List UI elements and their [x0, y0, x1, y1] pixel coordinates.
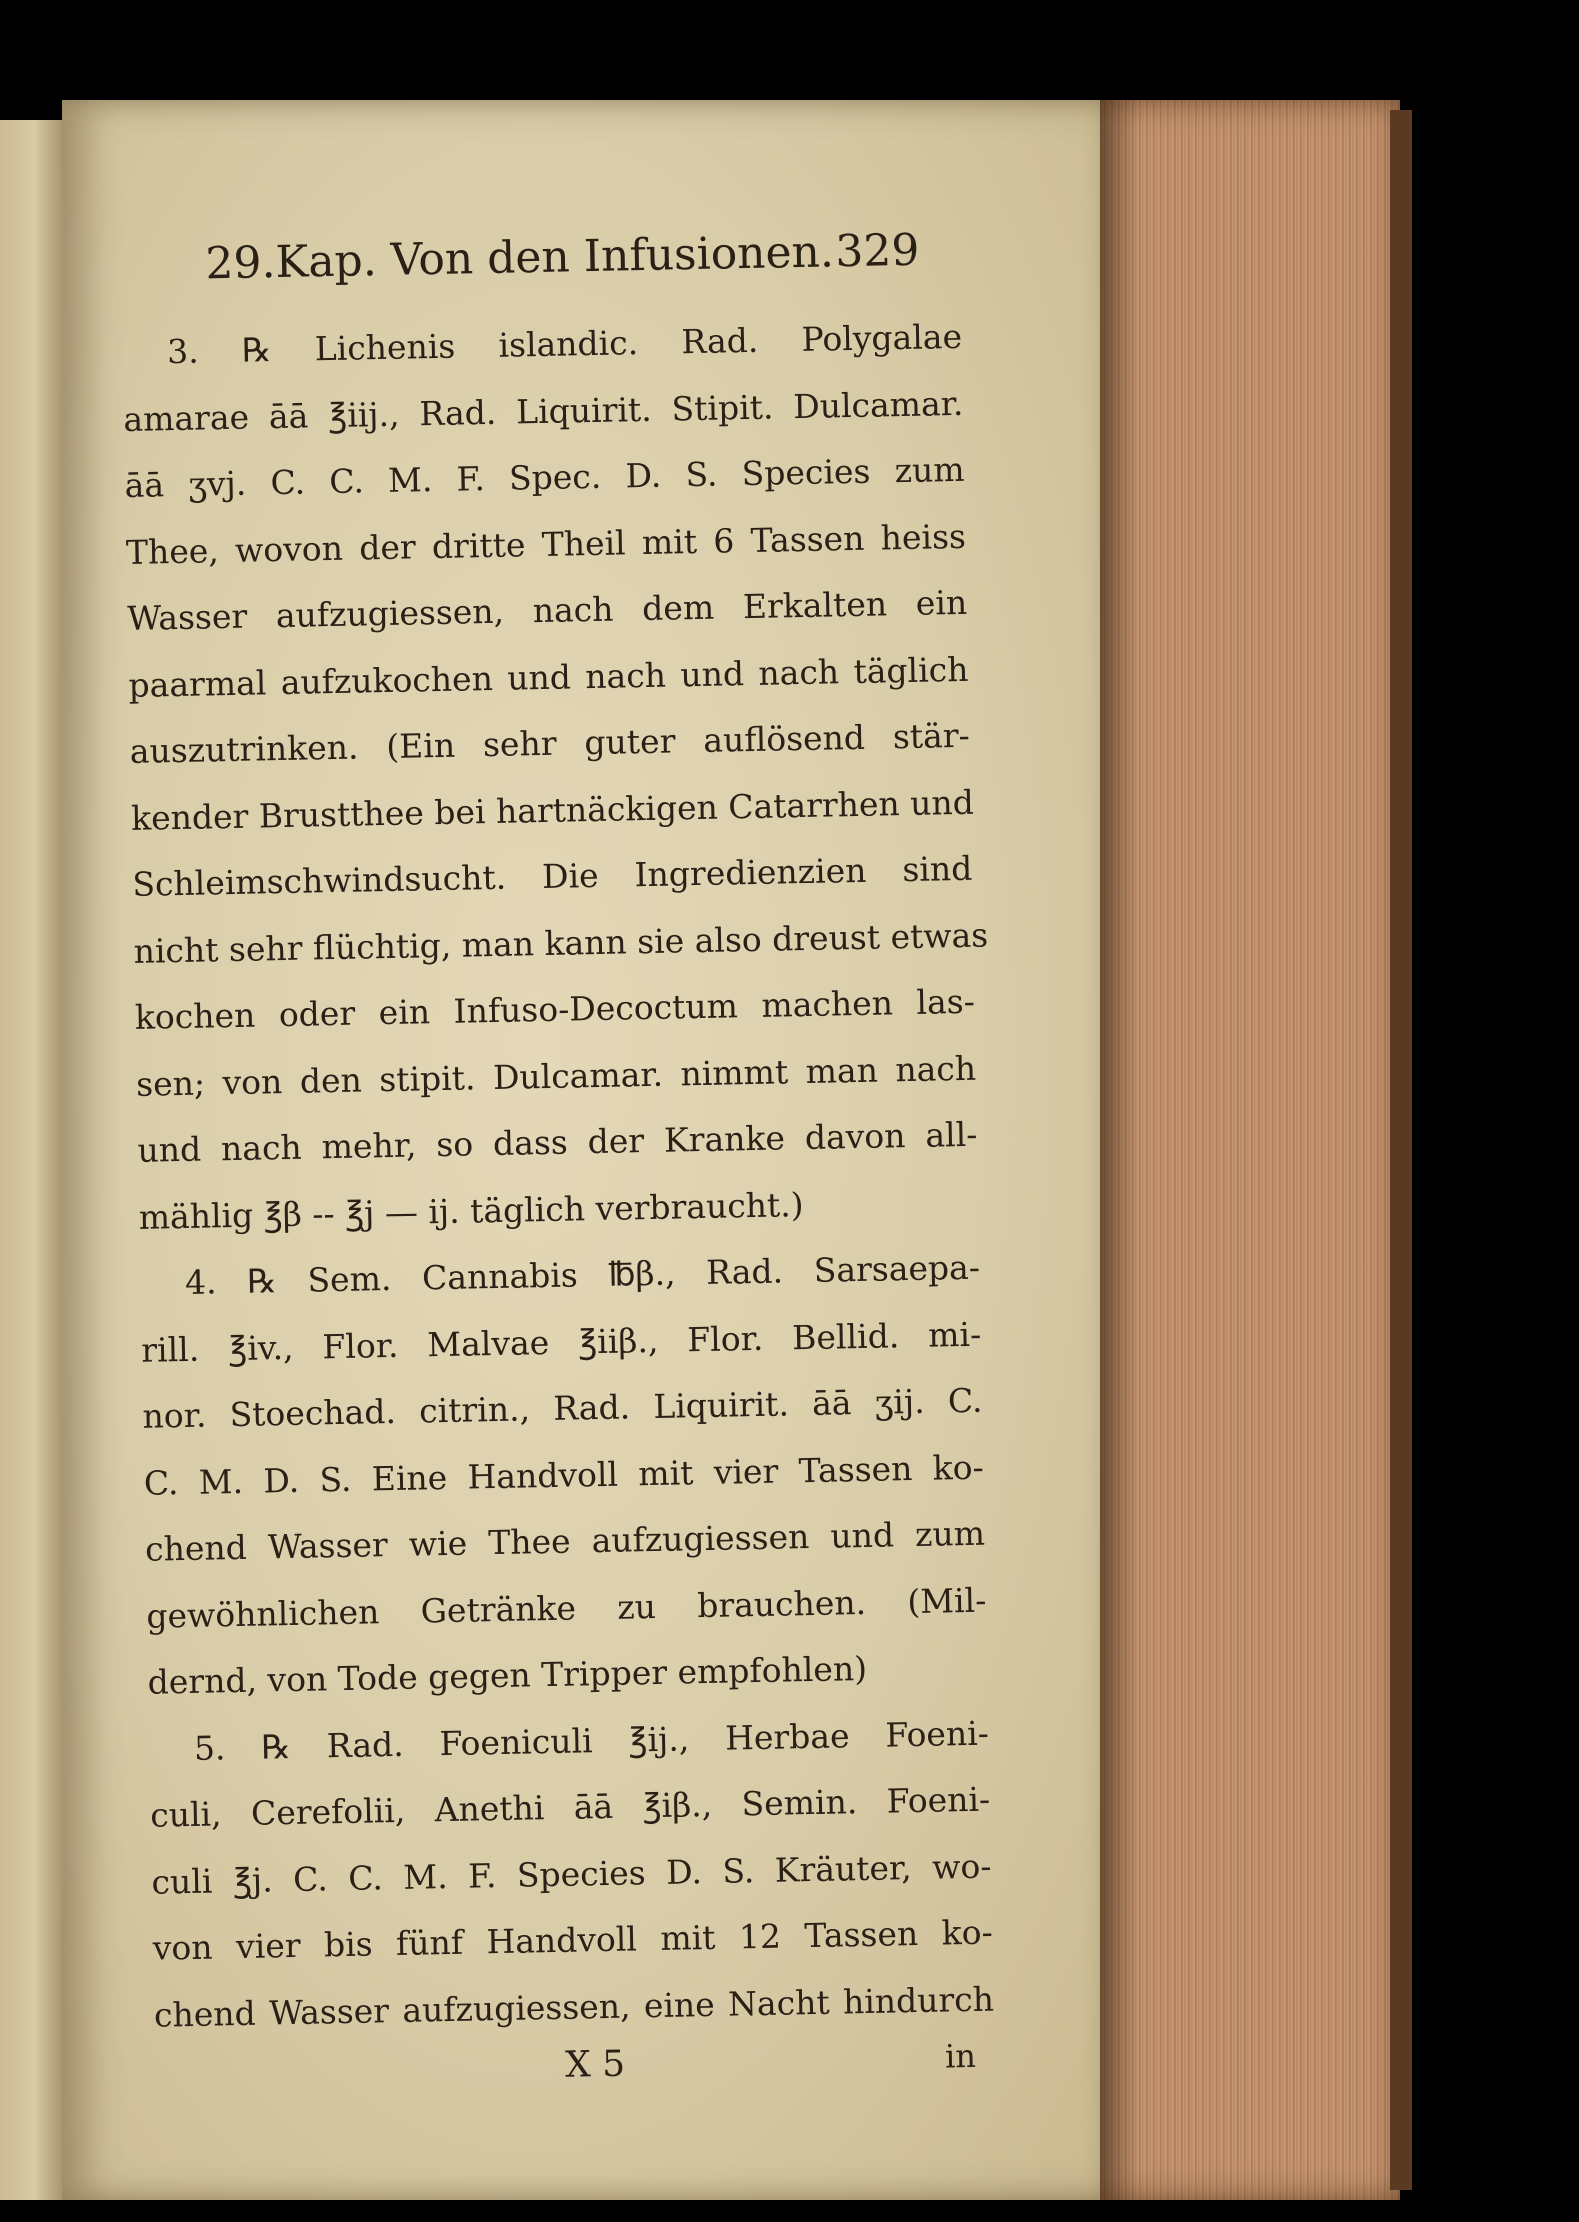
text-line: sen; von den stipit. Dulcamar. nimmt man nach: [135, 1048, 977, 1104]
text-line: Wasser aufzugiessen, nach dem Erkalten ein: [126, 582, 968, 638]
text-line: dernd, von Tode gegen Tripper empfohlen): [147, 1648, 868, 1702]
text-line: gewöhnlichen Getränke zu brauchen. (Mil-: [146, 1580, 987, 1636]
text-line: culi, Cerefolii, Anethi āā ℥iβ., Semin. Foeni-: [149, 1779, 991, 1835]
text-line: culi ℥j. C. C. M. F. Species D. S. Kräuter, wo-: [151, 1846, 992, 1902]
page-edges-shadow: [1100, 100, 1140, 2200]
text-line: 3. ℞ Lichenis islandic. Rad. Polygalae: [166, 316, 963, 372]
text-line: Schleimschwindsucht. Die Ingredienzien sind: [131, 848, 973, 904]
text-line: Thee, wovon der dritte Theil mit 6 Tassen heiss: [125, 516, 967, 572]
catchword: in: [944, 2036, 977, 2076]
page-text-block: [120, 224, 996, 2123]
running-title: 29.Kap. Von den Infusionen.: [204, 226, 835, 290]
book-cover-edge: [1390, 110, 1412, 2190]
text-line: nor. Stoechad. citrin., Rad. Liquirit. āā ʒij. C.: [142, 1380, 983, 1436]
text-line: C. M. D. S. Eine Handvoll mit vier Tassen ko-: [143, 1447, 985, 1503]
text-line: und nach mehr, so dass der Kranke davon all-: [137, 1114, 978, 1170]
text-line: auszutrinken. (Ein sehr guter auflösend stär-: [129, 715, 971, 771]
text-line: chend Wasser aufzugiessen, eine Nacht hindurch: [153, 1979, 995, 2035]
text-line: rill. ℥iv., Flor. Malvae ℥iiβ., Flor. Bellid. mi-: [140, 1314, 982, 1370]
text-line: chend Wasser wie Thee aufzugiessen und zum: [144, 1513, 986, 1569]
text-line: amarae āā ℥iij., Rad. Liquirit. Stipit. Dulcamar.: [123, 383, 964, 439]
text-line: 5. ℞ Rad. Foeniculi ℥ij., Herbae Foeni-: [193, 1713, 990, 1768]
text-line: nicht sehr flüchtig, man kann sie also dreust etwas: [133, 914, 989, 971]
signature-mark: X 5: [564, 2043, 626, 2086]
text-line: āā ʒvj. C. C. M. F. Spec. D. S. Species zum: [124, 449, 965, 505]
text-line: von vier bis fünf Handvoll mit 12 Tassen ko-: [152, 1912, 994, 1968]
page-number: 329: [834, 224, 920, 278]
page-edges: [1100, 100, 1400, 2200]
left-page-margin-marks: [2, 120, 52, 2200]
text-line: paarmal aufzukochen und nach und nach täglich: [128, 649, 969, 705]
text-line: 4. ℞ Sem. Cannabis ℔β., Rad. Sarsaepa-: [184, 1247, 981, 1302]
text-line: kender Brustthee bei hartnäckigen Catarrhen und: [130, 782, 975, 838]
text-line: mählig ℥β -- ℥j — ij. täglich verbraucht.): [138, 1184, 804, 1237]
running-header: [120, 224, 961, 320]
left-facing-page: [0, 120, 62, 2200]
body-text: [122, 304, 995, 2049]
text-line: kochen oder ein Infuso-Decoctum machen las-: [134, 981, 976, 1037]
